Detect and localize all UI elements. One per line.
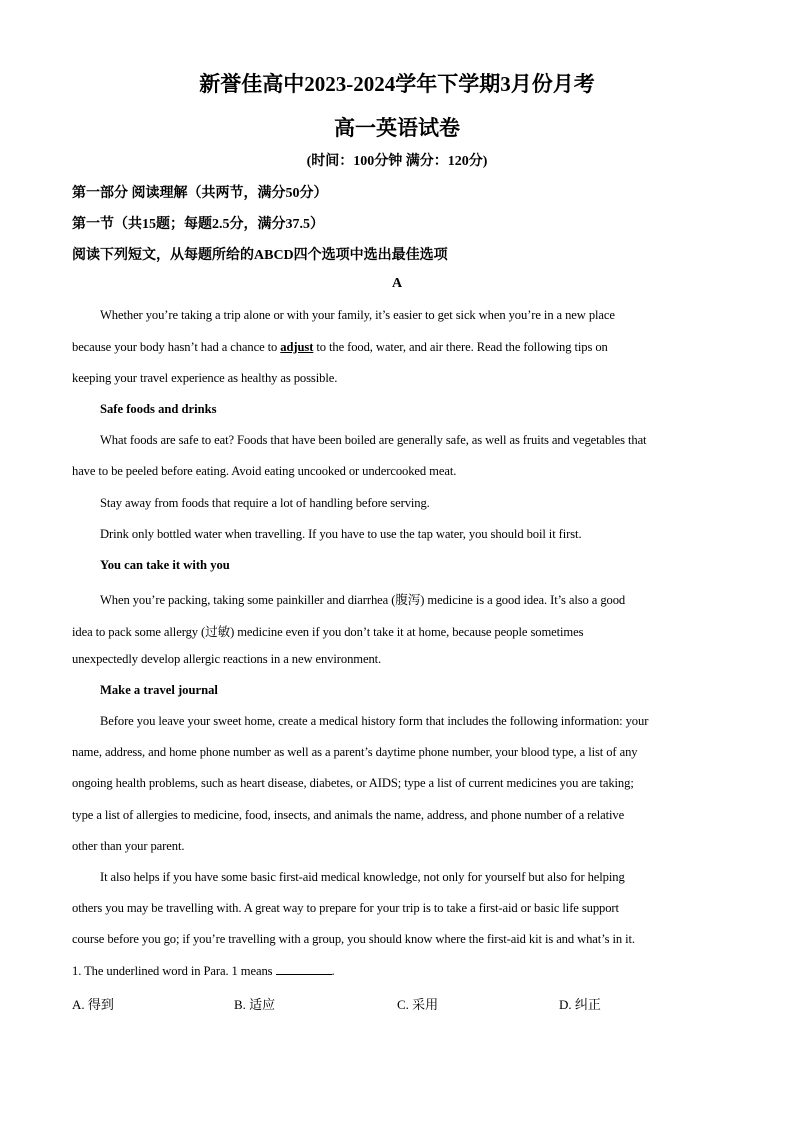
paragraph-line: other than your parent. (72, 839, 185, 853)
paragraph-line: name, address, and home phone number as well as a parent’s daytime phone number, your blood type, a list of any (72, 745, 638, 759)
paragraph-line: type a list of allergies to medicine, food, insects, and animals the name, address, and phone number of a relative (72, 808, 625, 822)
paragraph-line: keeping your travel experience as healthy as possible. (72, 371, 338, 385)
paragraph-line: course before you go; if you’re travelling with a group, you should know where the first-aid kit is and what’s in it. (72, 932, 635, 946)
paragraph-line: unexpectedly develop allergic reactions in a new environment. (72, 652, 382, 666)
subheading-journal: Make a travel journal (100, 683, 218, 697)
subheading-safe-foods: Safe foods and drinks (100, 402, 217, 416)
instruction: 阅读下列短文，从每题所给的ABCD四个选项中选出最佳选项 (72, 248, 448, 263)
text-segment: 1. The underlined word in Para. 1 means (72, 964, 276, 978)
text-segment: because your body hasn’t had a chance to (72, 340, 281, 354)
paragraph-line (72, 340, 608, 355)
paragraph-line: have to be peeled before eating. Avoid eating uncooked or undercooked meat. (72, 464, 457, 478)
underlined-keyword: adjust (280, 340, 314, 354)
exam-meta: (时间：100分钟 满分：120分) (306, 154, 488, 169)
option-d[interactable]: D. 纠正 (559, 997, 601, 1012)
section-heading: 第一节（共15题；每题2.5分，满分37.5） (72, 217, 324, 232)
paragraph-line: What foods are safe to eat? Foods that have been boiled are generally safe, as well as fruits and vegetables that (100, 433, 647, 447)
paragraph-line: When you’re packing, taking some painkiller and diarrhea (腹泻) medicine is a good idea. It’s also a good (100, 593, 626, 607)
text-segment: . (331, 964, 335, 978)
paragraph-line: It also helps if you have some basic first-aid medical knowledge, not only for yourself but also for helping (100, 870, 625, 884)
paragraph-line: Whether you’re taking a trip alone or with your family, it’s easier to get sick when you’re in a new place (100, 308, 615, 322)
paragraph-line: ongoing health problems, such as heart disease, diabetes, or AIDS; type a list of current medicines you are taking; (72, 776, 634, 790)
answer-blank (276, 964, 332, 975)
subheading-take-it: You can take it with you (100, 558, 230, 572)
paragraph-line: idea to pack some allergy (过敏) medicine even if you don’t take it at home, because people sometimes (72, 625, 584, 639)
text-segment: to the food, water, and air there. Read the following tips on (313, 340, 608, 354)
paragraph-line: Stay away from foods that require a lot of handling before serving. (100, 496, 430, 510)
part-heading: 第一部分 阅读理解（共两节，满分50分） (72, 186, 328, 201)
exam-title: 新誉佳高中2023-2024学年下学期3月份月考 (199, 72, 595, 96)
question-stem (72, 964, 335, 979)
exam-subtitle: 高一英语试卷 (334, 116, 460, 140)
option-c[interactable]: C. 采用 (397, 997, 439, 1012)
paragraph-line: Drink only bottled water when travelling. If you have to use the tap water, you should boil it first. (100, 527, 582, 541)
passage-label: A (391, 276, 403, 291)
option-b[interactable]: B. 适应 (234, 997, 276, 1012)
option-a[interactable]: A. 得到 (72, 997, 114, 1012)
paragraph-line: others you may be travelling with. A great way to prepare for your trip is to take a first-aid or basic life support (72, 901, 619, 915)
paragraph-line: Before you leave your sweet home, create a medical history form that includes the following information: your (100, 714, 649, 728)
